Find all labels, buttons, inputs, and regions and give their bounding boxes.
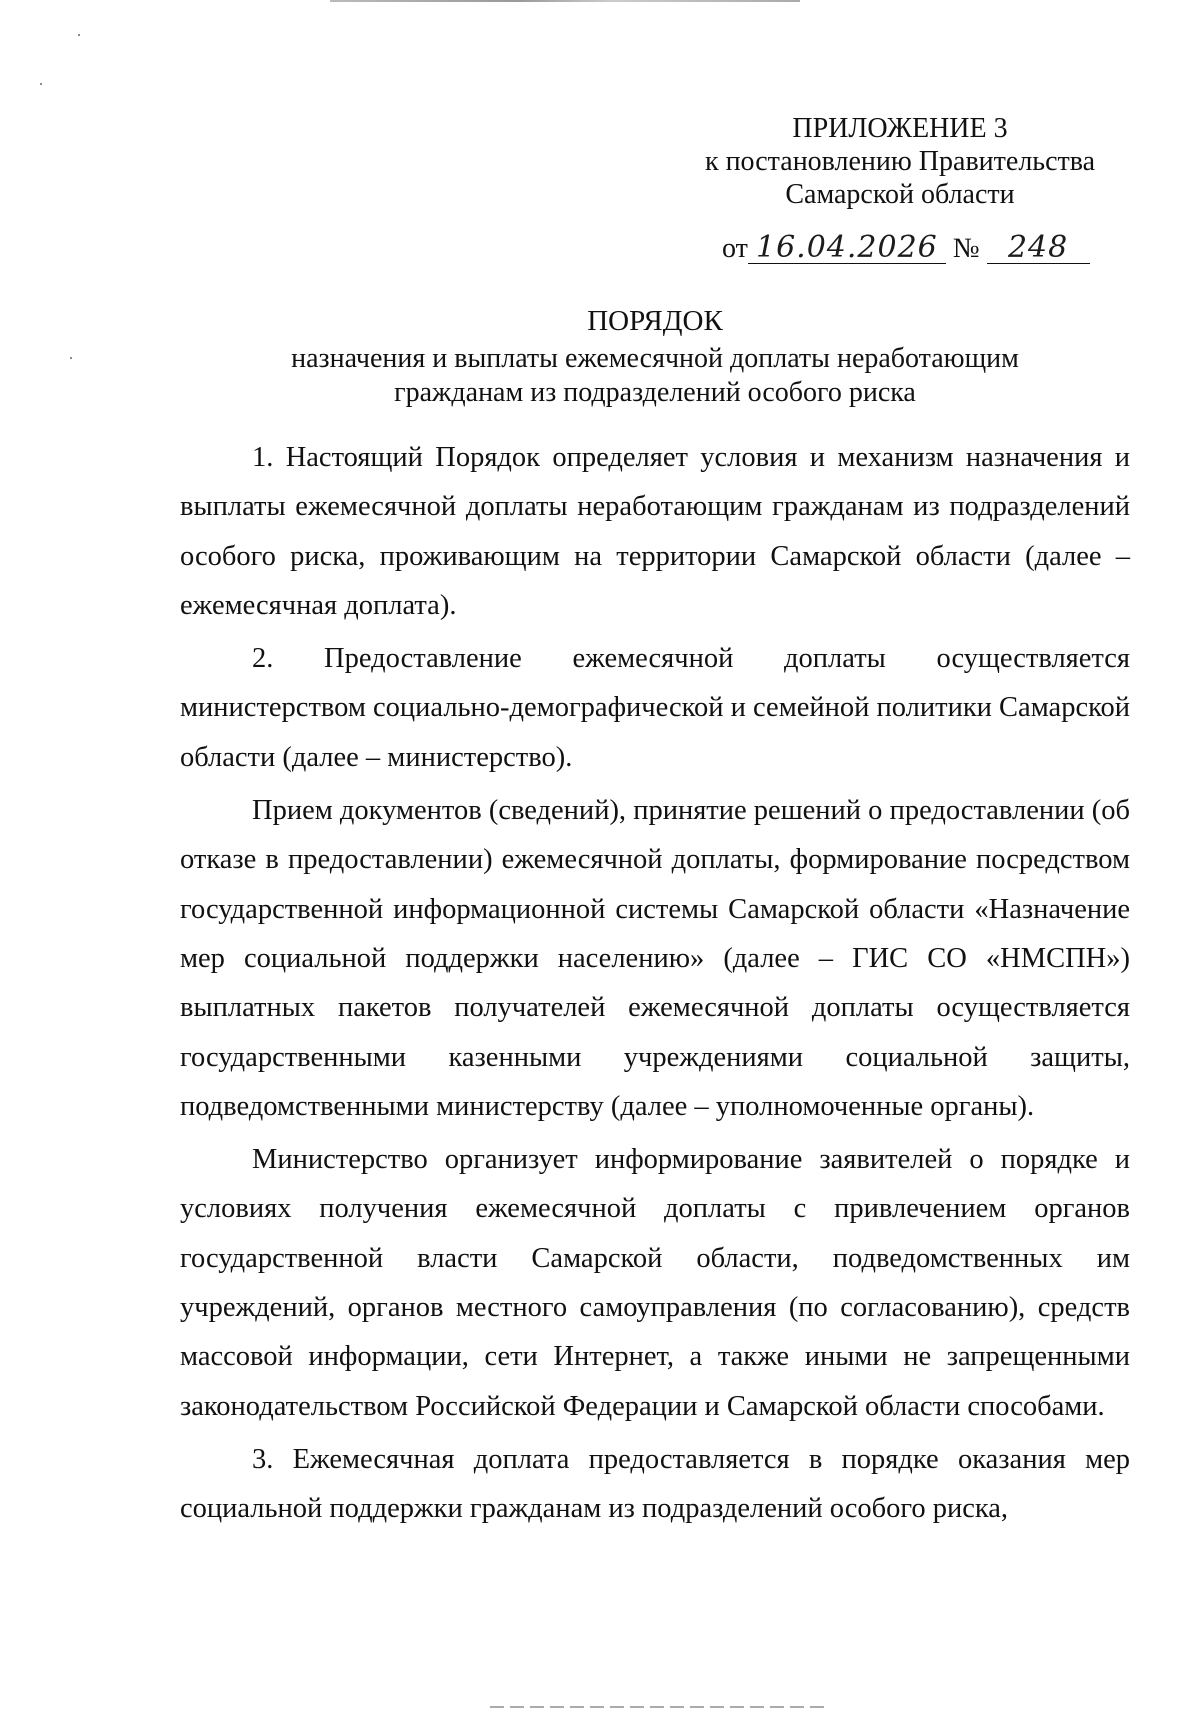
scan-speck — [70, 357, 72, 359]
paragraph-4: Министерство организует информирование заявителей о порядке и условиях получения ежемесячной доплаты с привлечением органов государственной власти Самарской области, подведомственных им учреждений, органов местного самоуправления (по согласованию), средств массовой информации, сети Интернет, а также иными не запрещенными законодательством Российской Федерации и Самарской области способами. — [180, 1144, 1130, 1422]
resolution-date-line — [722, 230, 1142, 265]
handwritten-number: 248 — [987, 233, 1090, 264]
paragraph-3: Прием документов (сведений), принятие решений о предоставлении (об отказе в предоставлении) ежемесячной доплаты, формирование посредством государственной информационной системы Самарской области «Назначение мер социальной поддержки населению» (далее – ГИС СО «НМСПН») выплатных пакетов получателей ежемесячной доплаты осуществляется государственными казенными учреждениями социальной защиты, подведомственными министерству (далее – уполномоченные органы). — [180, 795, 1130, 1122]
number-sign: № — [952, 233, 980, 264]
appendix-header — [680, 112, 1120, 211]
appendix-number: ПРИЛОЖЕНИЕ 3 — [792, 113, 1008, 144]
document-title — [180, 304, 1130, 410]
date-prefix: от — [722, 233, 748, 264]
document-body — [180, 433, 1130, 1534]
scan-edge-bottom — [490, 1706, 830, 1708]
title-main: ПОРЯДОК — [587, 305, 723, 337]
scan-speck — [40, 83, 42, 85]
scan-speck — [78, 34, 80, 36]
paragraph-2: 2. Предоставление ежемесячной доплаты осуществляется министерством социально-демографической и семейной политики Самарской области (далее – министерство). — [180, 643, 1130, 773]
title-subtitle-line2: гражданам из подразделений особого риска — [394, 377, 916, 408]
appendix-region: Самарской области — [785, 179, 1015, 210]
appendix-reference: к постановлению Правительства — [704, 146, 1096, 177]
scan-edge-top — [330, 0, 800, 2]
paragraph-1: 1. Настоящий Порядок определяет условия и механизм назначения и выплаты ежемесячной доплаты неработающим гражданам из подразделений особого риска, проживающим на территории Самарской области (далее – ежемесячная доплата). — [180, 442, 1130, 621]
paragraph-5: 3. Ежемесячная доплата предоставляется в порядке оказания мер социальной поддержки гражданам из подразделений особого риска, — [180, 1443, 1130, 1525]
title-subtitle-line1: назначения и выплаты ежемесячной доплаты неработающим — [291, 343, 1019, 374]
handwritten-date: 16.04.2026 — [748, 233, 946, 264]
